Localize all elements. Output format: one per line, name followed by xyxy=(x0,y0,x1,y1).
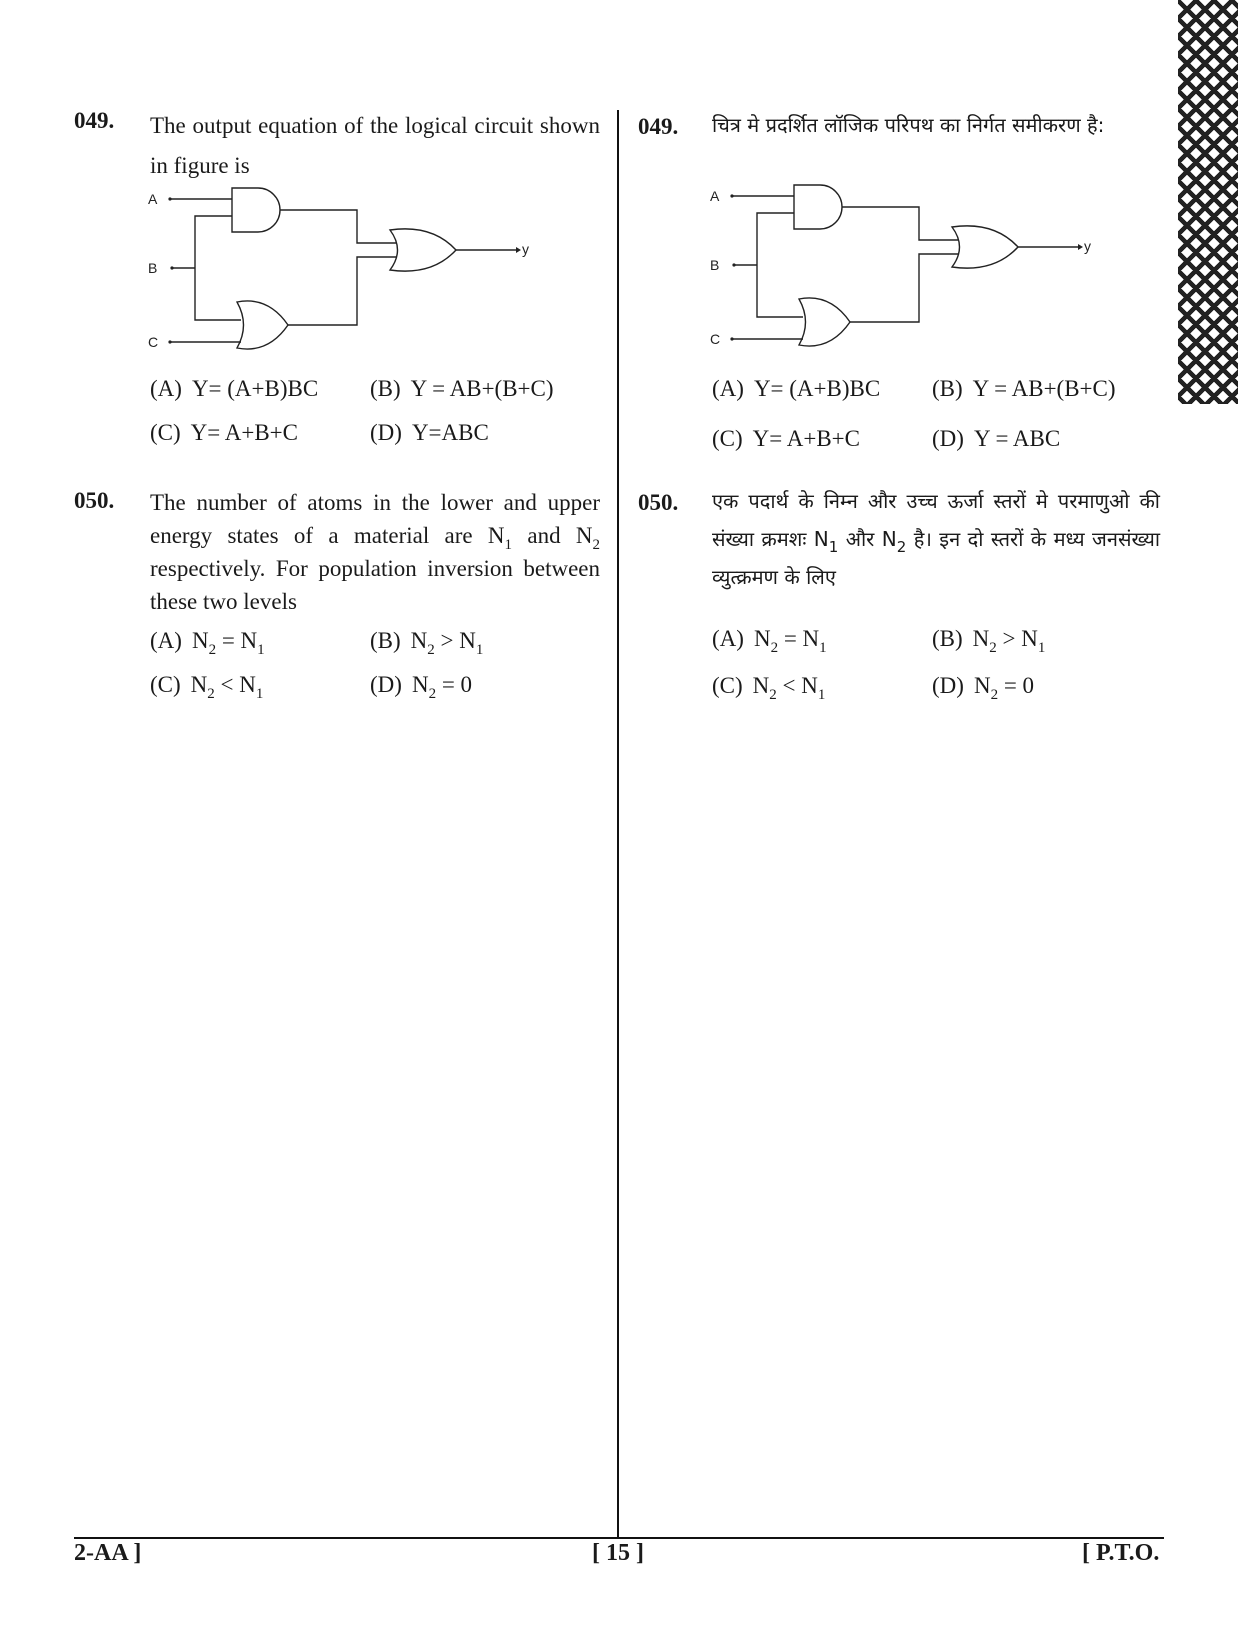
and-gate xyxy=(232,188,280,232)
page-number: [ 15 ] xyxy=(592,1540,644,1566)
option-b[interactable] xyxy=(370,376,554,402)
output-label-y: y xyxy=(1084,238,1091,254)
or-gate-output xyxy=(952,226,1018,268)
option-c[interactable] xyxy=(150,420,298,446)
option-a[interactable]: (A) Y= (A+B)BC xyxy=(712,376,881,401)
option-text: Y = AB+(B+C) xyxy=(410,376,554,401)
decorative-border-pattern xyxy=(1178,0,1238,404)
option-text: Y= (A+B)BC xyxy=(191,376,319,401)
question-text: चित्र मे प्रदर्शित लॉजिक परिपथ का निर्गत समीकरण है: xyxy=(712,113,1105,137)
option-text: Y= A+B+C xyxy=(190,420,298,445)
option-c[interactable]: (C) $N_2 < N_1$ xyxy=(150,672,264,702)
booklet-code: 2-AA ] xyxy=(74,1540,142,1566)
question-text: The number of atoms in the lower and upper energy states of a material are $N_1$ and $N_2$ respectively. For population inversion between these two levels xyxy=(150,490,600,614)
column-divider xyxy=(617,110,619,1538)
logic-circuit-diagram xyxy=(140,180,540,360)
input-label-a: A xyxy=(710,188,720,204)
footer-rule xyxy=(74,1537,1164,1539)
question-number: 049. xyxy=(74,108,115,133)
option-letter: (C) xyxy=(150,420,181,445)
input-label-b: B xyxy=(148,260,158,276)
option-letter: (D) xyxy=(370,420,402,445)
question-number: 049. xyxy=(638,114,679,139)
option-letter: (B) xyxy=(370,376,401,401)
option-d[interactable] xyxy=(370,420,489,446)
input-label-b: B xyxy=(710,257,720,273)
output-label-y: y xyxy=(522,241,529,257)
logic-circuit-diagram xyxy=(702,177,1102,357)
option-a[interactable] xyxy=(150,376,318,402)
pto-label: [ P.T.O. xyxy=(1082,1540,1160,1566)
option-d[interactable]: (D) $N_2 = 0$ xyxy=(932,673,1035,703)
option-c[interactable]: (C) $N_2 < N_1$ xyxy=(712,673,826,703)
question-text: The output equation of the logical circuit shown in figure is xyxy=(150,113,600,178)
option-text: Y=ABC xyxy=(411,420,489,445)
option-letter: (A) xyxy=(150,376,182,401)
or-gate-lower xyxy=(237,301,288,349)
and-gate xyxy=(794,185,842,229)
option-d[interactable]: (D) $N_2 = 0$ xyxy=(370,672,473,702)
option-b[interactable]: (B) Y = AB+(B+C) xyxy=(932,376,1116,401)
question-number: 050. xyxy=(638,490,679,515)
or-gate-lower xyxy=(799,298,850,346)
option-a[interactable]: (A) $N_2 = N_1$ xyxy=(712,626,827,656)
option-d[interactable]: (D) Y = ABC xyxy=(932,426,1061,451)
question-number: 050. xyxy=(74,488,115,513)
or-gate-output xyxy=(390,229,456,271)
input-label-c: C xyxy=(148,334,159,350)
input-label-a: A xyxy=(148,191,158,207)
option-c[interactable]: (C) Y= A+B+C xyxy=(712,426,860,451)
input-label-c: C xyxy=(710,331,721,347)
option-b[interactable]: (B) $N_2 > N_1$ xyxy=(932,626,1046,656)
question-text: एक पदार्थ के निम्न और उच्च ऊर्जा स्तरों मे परमाणुओ की संख्या क्रमशः $N_1$ और $N_2$ है। इन दो स्तरों के मध्य जनसंख्या व्युत्क्रमण के लिए xyxy=(712,489,1161,589)
option-b[interactable]: (B) $N_2 > N_1$ xyxy=(370,628,484,658)
option-a[interactable]: (A) $N_2 = N_1$ xyxy=(150,628,265,658)
